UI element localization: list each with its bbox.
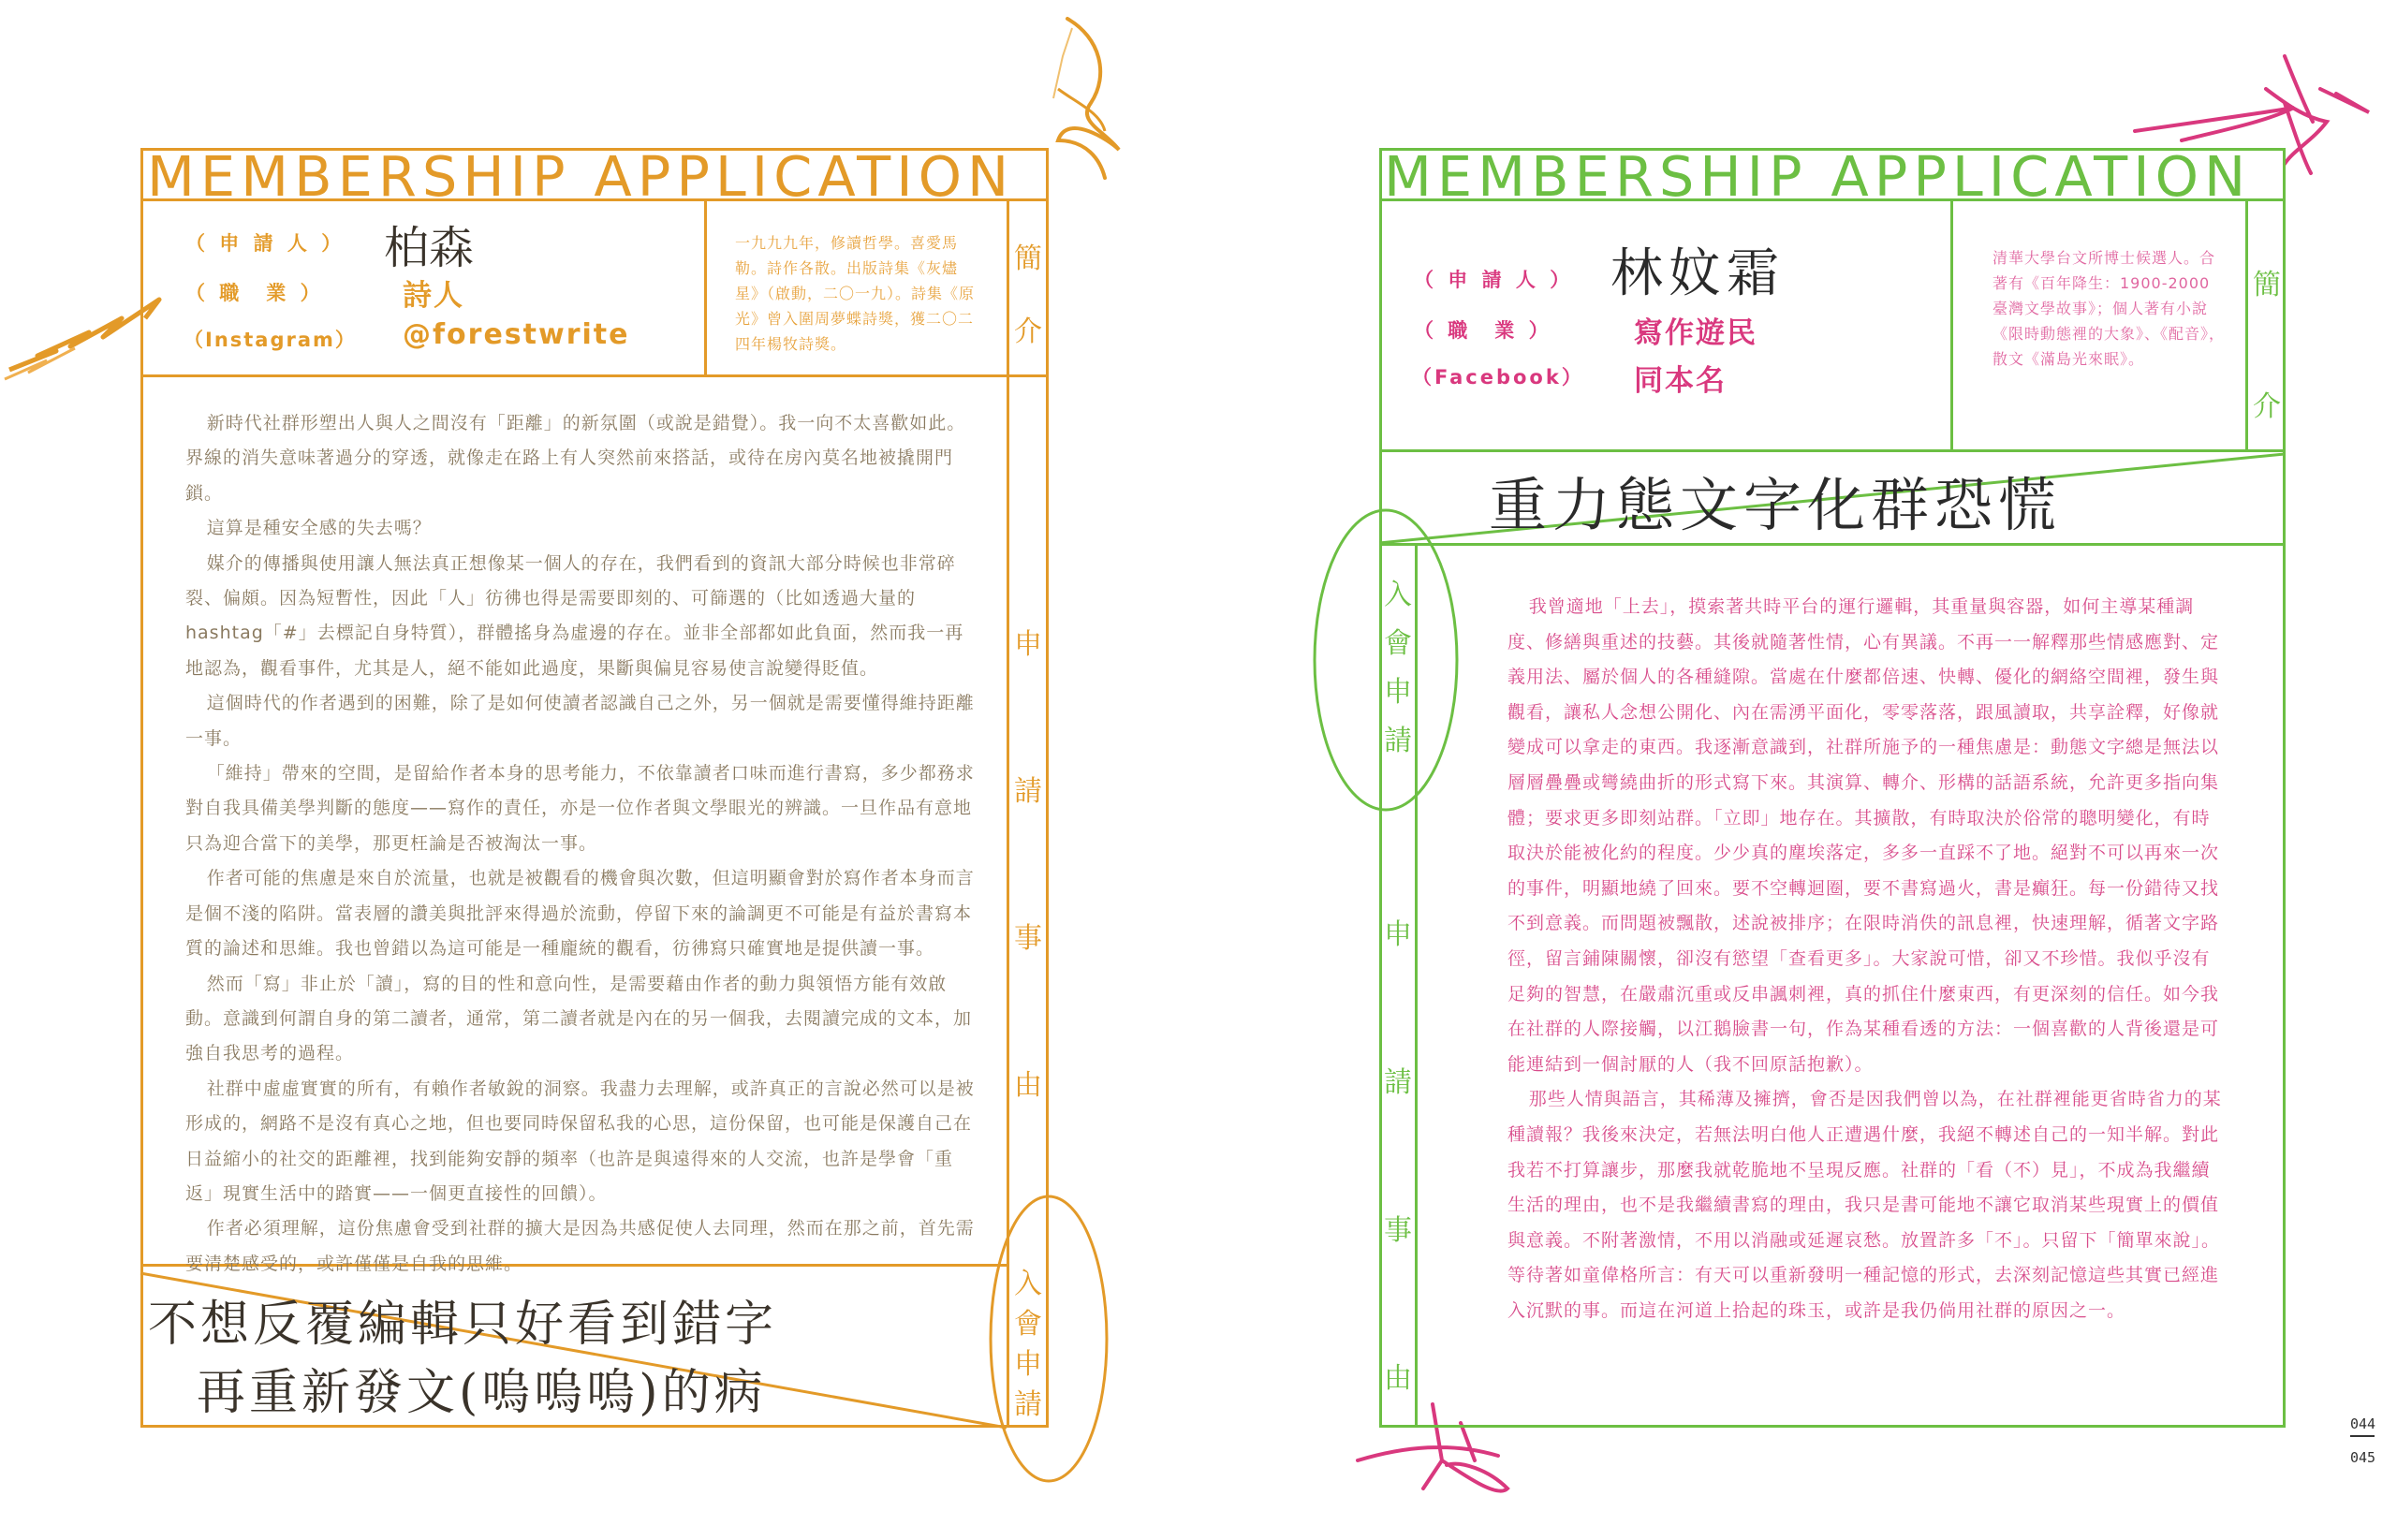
right-title-rule (1379, 198, 2286, 201)
right-join-tab: 入會申請 (1384, 579, 1412, 757)
right-paragraph: 我曾適地「上去」，摸索著共時平台的運行邏輯，其重量與容器，如何主導某種調度、修繕與重述的技藝。其後就隨著性情，心有異議。不再一一解釋那些情感應對、定義用法、屬於個人的各種縫隙。當處在什麼都倍速、快轉、優化的網絡空間裡，發生與觀看，讓私人念想公開化、內在需湧平面化，零零落落，跟風讀取，共享詮釋，好像就變成可以拿走的東西。我逐漸意識到，社群所施予的一種焦慮是：動態文字總是無法以層層疊疊或彎繞曲折的形式寫下來。其演算、轉介、形構的話語系統，允許更多指向集體；要求更多即刻站群。「立即」地存在。其擴散，有時取決於俗常的聰明變化，有時取決於能被化約的程度。少少真的塵埃落定，多多一直踩不了地。絕對不可以再來一次的事件，明顯地繞了回來。要不空轉迴圈，要不書寫過火，書是癲狂。每一份錯待又找不到意義。而問題被飄散，述說被排序；在限時消佚的訊息裡，快速理解，循著文字路徑，留言鋪陳關懷，卻沒有慾望「查看更多」。大家說可惜，卻又不珍惜。我似乎沒有足夠的智慧，在嚴肅沉重或反串諷刺裡，真的抓住什麼東西，有更深刻的信任。如今我在社群的人際接觸，以江鵝臉書一句，作為某種看透的方法：一個喜歡的人背後還是可能連結到一個討厭的人（我不回原話抱歉）。 (1507, 596, 2220, 1075)
orange-squiggle-left (9, 300, 159, 370)
left-header-rule (140, 374, 1049, 377)
right-handwriting: 重力態文字化群恐慌 (1489, 471, 2063, 539)
left-paragraph: 這算是種安全感的失去嗎？ (206, 518, 432, 539)
right-reason-tab: 申請事由 (1384, 918, 1412, 1395)
right-intro-tab-rule (2245, 198, 2248, 449)
right-body (1507, 590, 2228, 1328)
right-handwriting-rule (1379, 543, 2286, 546)
left-paragraph: 媒介的傳播與使用讓人無法真正想像某一個人的存在，我們看到的資訊大部分時候也非常碎裂、偏頗。因為短暫性，因此「人」彷彿也得是需要即刻的、可篩選的（比如透過大量的 hashtag「#」去標記自身特質），群體搖身為虛邊的存在。並非全部都如此負面，然而我一再地認為，觀看事件，尤其是人，絕不能如此過度，果斷與偏見容易使言說變得貶值。 (185, 552, 964, 679)
left-paragraph: 社群中虛虛實實的所有，有賴作者敏銳的洞察。我盡力去理解，或許真正的言說必然可以是被形成的，網路不是沒有真心之地，但也要同時保留私我的心思，這份保留，也可能是保護自己在日益縮小的社交的距離裡，找到能夠安靜的頻率（也許是與遠得來的人交流，也許是學會「重返」現實生活中的踏實——一個更直接性的回饋）。 (185, 1078, 975, 1204)
left-handle: @forestwrite (403, 318, 630, 351)
left-body (185, 406, 981, 1282)
left-paragraph: 新時代社群形塑出人與人之間沒有「距離」的新氛圍（或說是錯覺）。我一向不太喜歡如此。界線的消失意味著過分的穿透，就像走在路上有人突然前來搭話，或待在房內莫名地被撬開門鎖。 (185, 413, 966, 504)
left-intro-divider (704, 198, 707, 374)
left-side-column-rule (1007, 198, 1009, 1428)
left-handwriting-line-1: 不想反覆編輯只好看到錯字 (148, 1297, 778, 1353)
left-handwriting-line-2: 再重新發文(嗚嗚嗚)的病 (197, 1365, 767, 1421)
right-applicant-signature: 林妏霜 (1610, 243, 1785, 304)
left-paragraph: 作者必須理解，這份焦慮會受到社群的擴大是因為共感促使人去同理，然而在那之前，首先需要清楚感受的，或許僅僅是自我的思維。 (185, 1218, 975, 1274)
page-number-divider (2350, 1435, 2375, 1437)
right-intro-divider (1950, 198, 1953, 449)
right-social-label: （Facebook） (1412, 366, 1584, 389)
left-join-tab: 入會申請 (1014, 1268, 1042, 1421)
left-social-label: （Instagram） (184, 329, 357, 351)
page-number-left: 044 (2350, 1415, 2376, 1432)
right-title: MEMBERSHIP APPLICATION (1384, 144, 2252, 209)
left-intro-text: 一九九九年，修讀哲學。喜愛馬勒。詩作各散。出版詩集《灰燼星》（啟動，二〇一九）。詩集《原光》曾入圍周夢蝶詩獎，獲二〇二四年楊牧詩獎。 (735, 234, 976, 353)
right-job-label: （ 職 業 ） (1414, 319, 1552, 342)
left-paragraph: 這個時代的作者遇到的困難，除了是如何使讀者認識自己之外，另一個就是需要懂得維持距離一事。 (185, 693, 975, 749)
left-job-value: 詩人 (403, 279, 464, 313)
right-job-value: 寫作遊民 (1634, 316, 1757, 350)
left-paragraph: 然而「寫」非止於「讀」，寫的目的性和意向性，是需要藉由作者的動力與領悟方能有效啟動。意識到何謂自身的第二讀者，通常，第二讀者就是內在的另一個我，去閱讀完成的文本，加強自我思考的過程。 (185, 973, 973, 1064)
page-number-right: 045 (2350, 1449, 2376, 1466)
left-title: MEMBERSHIP APPLICATION (147, 144, 1015, 209)
left-title-rule (140, 198, 1049, 201)
left-applicant-signature: 柏森 (384, 222, 475, 274)
left-paragraph: 「維持」帶來的空間，是留給作者本身的思考能力，不依靠讀者口味而進行書寫，多少都務求對自我具備美學判斷的態度——寫作的責任，亦是一位作者與文學眼光的辨識。一旦作品有意地只為迎合當下的美學，那更枉論是否被淘汰一事。 (185, 763, 975, 854)
right-applicant-label: （ 申 請 人 ） (1414, 269, 1574, 291)
right-handle: 同本名 (1634, 364, 1727, 398)
right-intro-text: 清華大學台文所博士候選人。合著有《百年降生：1900-2000 臺灣文學故事》；個人著有小說《限時動態裡的大象》、《配音》，散文《滿島光來眠》。 (1993, 249, 2226, 368)
right-intro-tab: 簡介 (2253, 269, 2281, 423)
left-intro-tab: 簡介 (1014, 242, 1042, 348)
left-paragraph: 作者可能的焦慮是來自於流量，也就是被觀看的機會與次數，但這明顯會對於寫作者本身而言是個不淺的陷阱。當表層的讚美與批評來得過於流動，停留下來的論調更不可能是有益於書寫本質的論述和思維。我也曾錯以為這可能是一種龐統的觀看，彷彿寫只確實地是提供讀一事。 (185, 868, 975, 960)
left-applicant-label: （ 申 請 人 ） (185, 232, 346, 255)
right-paragraph: 那些人情與語言，其稀薄及擁擠，會否是因我們曾以為，在社群裡能更省時省力的某種讀報？我後來決定，若無法明白他人正遭遇什麼，我絕不轉述自己的一知半解。對此我若不打算讓步，那麼我就乾脆地不呈現反應。社群的「看（不）見」，不成為我繼續生活的理由，也不是我繼續書寫的理由，我只是書可能地不讓它取消某些現實上的價值與意義。不附著激情，不用以消融或延遲哀愁。放置許多「不」。只留下「簡單來說」。等待著如童偉格所言：有天可以重新發明一種記憶的形式，去深刻記憶這些其實已經進入沉默的事。而這在河道上拾起的珠玉，或許是我仍倘用社群的原因之一。 (1507, 1089, 2222, 1321)
right-side-column-rule (1415, 543, 1418, 1428)
left-reason-tab: 申請事由 (1014, 628, 1042, 1102)
left-job-label: （ 職 業 ） (185, 282, 324, 304)
right-header-rule (1379, 449, 2286, 452)
